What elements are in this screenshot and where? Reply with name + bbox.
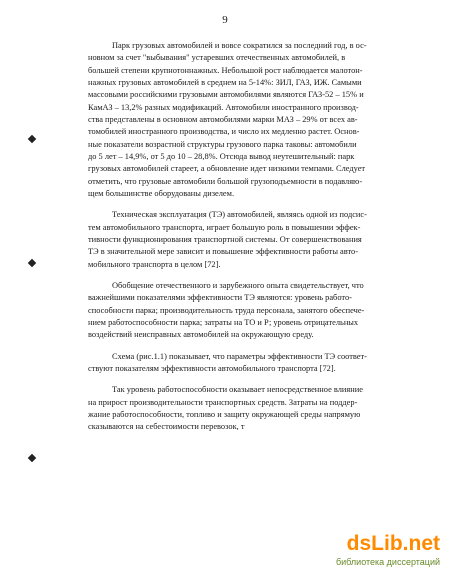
text-line: мобильного транспорта в целом [72].	[88, 259, 221, 269]
text-line: тивности функционирования транспортной системы. От совершенствования	[88, 235, 362, 245]
text-line: щем большинстве оборудованы дизелем.	[88, 189, 235, 199]
document-body	[88, 40, 418, 442]
text-line: нием работоспособности парка; затраты на ТО и Р; уровень отрицательных	[88, 318, 359, 327]
text-line: отметить, что грузовые автомобили большой грузоподъемности в подавляю-	[88, 176, 363, 186]
margin-mark	[28, 135, 36, 143]
text-line: новном за счет "выбывания" устаревших отечественных автомобилей, в	[88, 53, 346, 63]
watermark	[322, 532, 440, 576]
text-line: Техническая эксплуатация (ТЭ) автомобилей, являясь одной из подсис-	[112, 210, 367, 220]
text-line: грузовых автомобилей стареет, а обновление идет низкими темпами. Следует	[88, 164, 366, 174]
text-line: нажных грузовых автомобилей в среднем на 5-14%: ЗИЛ, ГАЗ, ИЖ. Самыми	[88, 78, 362, 88]
paragraph	[88, 351, 418, 376]
text-line: на прирост производительности транспортных средств. Затраты на поддер-	[88, 397, 358, 407]
text-line: ТЭ в значительной мере зависит и повышение эффективности работы авто-	[88, 247, 359, 257]
text-line: большей степени крупнотоннажных. Небольшой рост наблюдается малотон-	[88, 65, 363, 75]
watermark-subtitle: библиотека диссертаций	[335, 557, 440, 567]
text-line: до 5 лет – 14,9%, от 5 до 10 – 28,8%. Отсюда вывод неутешительный: парк	[88, 152, 355, 162]
text-line: Так уровень работоспособности оказывает непосредственное влияние	[112, 385, 363, 395]
paragraph	[88, 384, 418, 433]
page-number: 9	[222, 14, 228, 26]
text-line: КамАЗ – 13,2% разных модификаций. Автомобили иностранного производ-	[88, 102, 359, 112]
paragraph	[88, 209, 418, 271]
text-line: томобилей иностранного производства, и число их медленно растет. Основ-	[88, 127, 360, 137]
text-line: Парк грузовых автомобилей и вовсе сократился за последний год, в ос-	[112, 41, 367, 50]
margin-mark	[28, 454, 36, 462]
text-line: жание работоспособности, топливо и защиту окружающей среды напрямую	[88, 409, 361, 419]
text-line: важнейшими показателями эффективности ТЭ являются: уровень работо-	[88, 293, 352, 303]
watermark-logo: dsLib.net	[346, 532, 440, 555]
text-line: ства представлены в основном автомобилями марки МАЗ – 29% от всех ав-	[88, 115, 358, 125]
text-line: тем автомобильного транспорта, играет большую роль в повышении эффек-	[88, 222, 361, 232]
text-line: Обобщение отечественного и зарубежного опыта свидетельствует, что	[112, 280, 364, 290]
text-line: воздействий неисправных автомобилей на окружающую среду.	[88, 330, 314, 340]
margin-mark	[28, 259, 36, 267]
text-line: способности парка; производительность труда персонала, занятого обеспече-	[88, 305, 365, 315]
text-line: ствуют показателям эффективности автомобильного транспорта [72].	[88, 363, 336, 373]
text-line: Схема (рис.1.1) показывает, что параметры эффективности ТЭ соответ-	[112, 351, 367, 361]
paragraph	[88, 280, 418, 342]
text-line: сказываются на себестоимости перевозок, т	[88, 422, 245, 432]
text-line: ные показатели возрастной структуры грузового парка таковы: автомобили	[88, 139, 357, 149]
text-line: массовыми российскими грузовыми автомобилями являются ГАЗ-52 – 15% и	[88, 90, 364, 100]
paragraph	[88, 40, 418, 200]
